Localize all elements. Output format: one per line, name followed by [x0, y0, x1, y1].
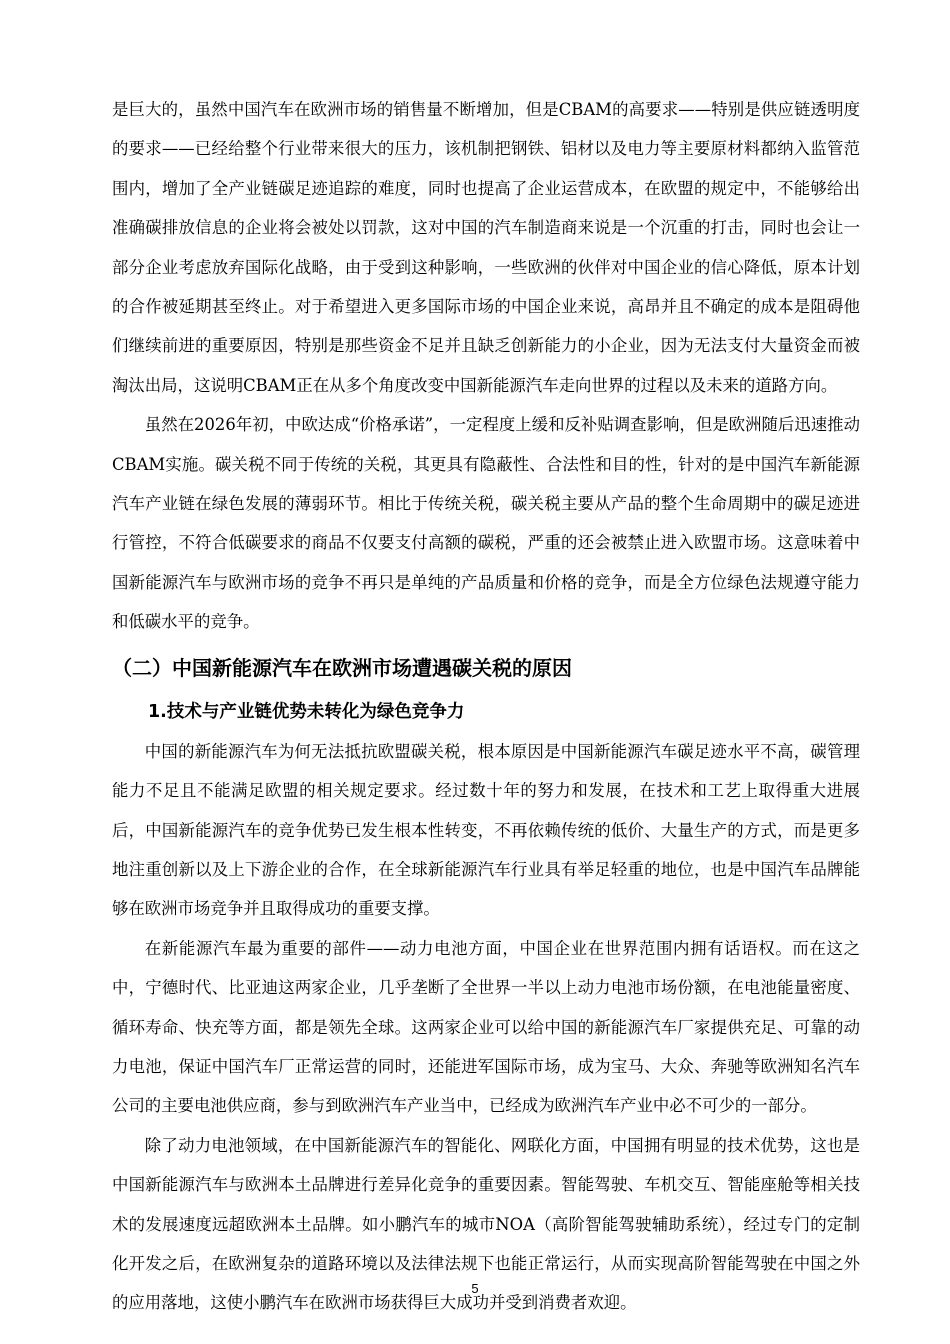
document-page — [112, 90, 860, 1323]
subsection-heading: 1.技术与产业链优势未转化为绿色竞争力 — [148, 701, 465, 722]
paragraph-power-battery: 在新能源汽车最为重要的部件——动力电池方面，中国企业在世界范围内拥有话语权。而在这之中，宁德时代、比亚迪这两家企业，几乎垄断了全世界一半以上动力电池市场份额，在电池能量密度、循环寿命、快充等方面，都是领先全球。这两家企业可以给中国的新能源汽车厂家提供充足、可靠的动力电池，保证中国汽车厂正常运营的同时，还能进军国际市场，成为宝马、大众、奔驰等欧洲知名汽车公司的主要电池供应商，参与到欧洲汽车产业当中，已经成为欧洲汽车产业中必不可少的一部分。 — [112, 938, 860, 1116]
paragraph-intelligent-driving: 除了动力电池领域，在中国新能源汽车的智能化、网联化方面，中国拥有明显的技术优势，这也是中国新能源汽车与欧洲本土品牌进行差异化竞争的重要因素。智能驾驶、车机交互、智能座舱等相关技术的发展速度远超欧洲本土品牌。如小鹏汽车的城市NOA（高阶智能驾驶辅助系统），经过专门的定制化开发之后，在欧洲复杂的道路环境以及法律法规下也能正常运行，从而实现高阶智能驾驶在中国之外的应用落地，这使小鹏汽车在欧洲市场获得巨大成功并受到消费者欢迎。 — [112, 1135, 860, 1313]
page-number: 5 — [471, 1281, 479, 1296]
paragraph-cbam-impact: 是巨大的，虽然中国汽车在欧洲市场的销售量不断增加，但是CBAM的高要求——特别是供应链透明度的要求——已经给整个行业带来很大的压力，该机制把钢铁、铝材以及电力等主要原材料都纳入监管范围内，增加了全产业链碳足迹追踪的难度，同时也提高了企业运营成本，在欧盟的规定中，不能够给出准确碳排放信息的企业将会被处以罚款，这对中国的汽车制造商来说是一个沉重的打击，同时也会让一部分企业考虑放弃国际化战略，由于受到这种影响，一些欧洲的伙伴对中国企业的信心降低，原本计划的合作被延期甚至终止。对于希望进入更多国际市场的中国企业来说，高昂并且不确定的成本是阻碍他们继续前进的重要原因，特别是那些资金不足并且缺乏创新能力的小企业，因为无法支付大量资金而被淘汰出局，这说明CBAM正在从多个角度改变中国新能源汽车走向世界的过程以及未来的道路方向。 — [112, 100, 860, 395]
section-heading: （二）中国新能源汽车在欧洲市场遭遇碳关税的原因 — [112, 655, 572, 680]
paragraph-carbon-footprint: 中国的新能源汽车为何无法抵抗欧盟碳关税，根本原因是中国新能源汽车碳足迹水平不高，碳管理能力不足且不能满足欧盟的相关规定要求。经过数十年的努力和发展，在技术和工艺上取得重大进展后，中国新能源汽车的竞争优势已发生根本性转变，不再依赖传统的低价、大量生产的方式，而是更多地注重创新以及上下游企业的合作，在全球新能源汽车行业具有举足轻重的地位，也是中国汽车品牌能够在欧洲市场竞争并且取得成功的重要支撑。 — [112, 741, 860, 919]
paragraph-price-commitment: 虽然在2026年初，中欧达成“价格承诺”，一定程度上缓和反补贴调查影响，但是欧洲随后迅速推动CBAM实施。碳关税不同于传统的关税，其更具有隐蔽性、合法性和目的性，针对的是中国汽车新能源汽车产业链在绿色发展的薄弱环节。相比于传统关税，碳关税主要从产品的整个生命周期中的碳足迹进行管控，不符合低碳要求的商品不仅要支付高额的碳税，严重的还会被禁止进入欧盟市场。这意味着中国新能源汽车与欧洲市场的竞争不再只是单纯的产品质量和价格的竞争，而是全方位绿色法规遵守能力和低碳水平的竞争。 — [112, 415, 860, 632]
